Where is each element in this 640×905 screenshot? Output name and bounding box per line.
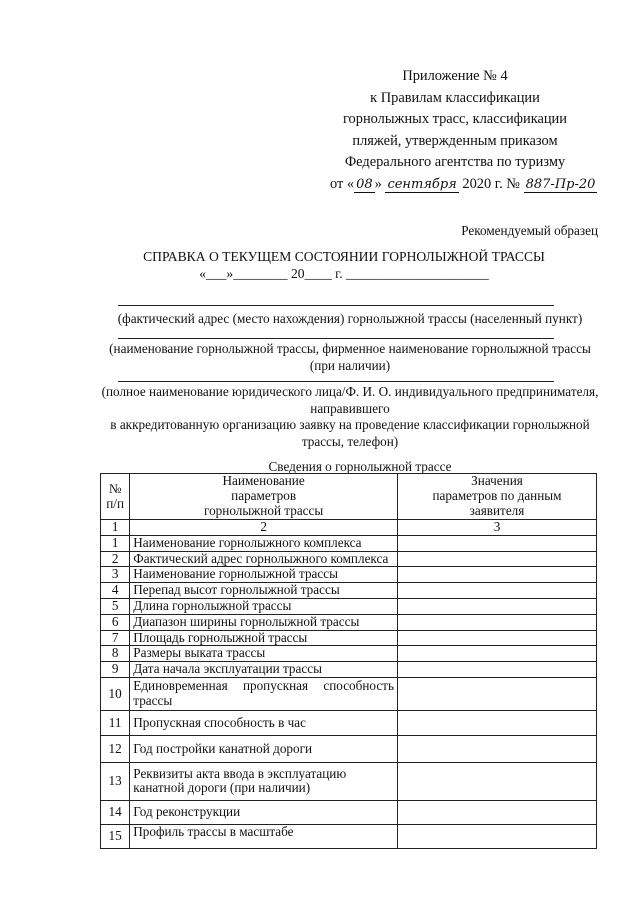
row-number: 12	[101, 735, 130, 762]
table-row	[101, 662, 597, 678]
header-value-line: параметров по данным	[432, 487, 562, 503]
table-row	[101, 710, 597, 735]
row-parameter: Год постройки канатной дороги	[130, 735, 398, 762]
table-row	[101, 551, 597, 567]
column-number: 2	[130, 520, 398, 536]
row-value-cell[interactable]	[397, 583, 596, 599]
row-number: 10	[101, 677, 130, 710]
parameters-table	[100, 473, 597, 849]
row-number: 9	[101, 662, 130, 678]
table-header-row	[101, 474, 597, 520]
order-number-handwritten: 887-Пр-20	[525, 176, 596, 192]
table-row	[101, 567, 597, 583]
name-caption	[100, 341, 600, 374]
row-value-cell[interactable]	[397, 824, 596, 848]
appendix-line: Федерального агентства по туризму	[344, 154, 566, 170]
table-row	[101, 630, 597, 646]
appendix-line: пляжей, утвержденным приказом	[352, 132, 558, 149]
header-number-symbol: №	[108, 480, 122, 496]
row-value-cell[interactable]	[397, 662, 596, 678]
row-parameter: Дата начала эксплуатации трассы	[130, 662, 398, 678]
row-value-cell[interactable]	[397, 567, 596, 583]
order-quote: »	[374, 175, 382, 192]
address-caption: (фактический адрес (место нахождения) горнолыжной трассы (населенный пункт)	[117, 311, 583, 326]
order-day-handwritten: 08	[356, 176, 373, 192]
header-parameter-value	[397, 474, 596, 520]
name-caption-line: (наименование горнолыжной трассы, фирменное наименование горнолыжной трассы	[109, 341, 591, 356]
legal-caption-line: направившего	[310, 400, 390, 416]
header-value-line: заявителя	[469, 502, 525, 518]
appendix-block	[330, 66, 596, 195]
table-row	[101, 535, 597, 551]
column-number: 3	[397, 520, 596, 536]
header-name-line: параметров	[231, 487, 297, 503]
row-parameter: Диапазон ширины горнолыжной трассы	[130, 614, 398, 630]
title-main: СПРАВКА О ТЕКУЩЕМ СОСТОЯНИИ ГОРНОЛЫЖНОЙ ТРАССЫ	[143, 249, 545, 264]
legal-caption-line: в аккредитованную организацию заявку на проведение классификации горнолыжной	[110, 417, 590, 432]
row-parameter: Перепад высот горнолыжной трассы	[130, 583, 398, 599]
address-underline	[118, 305, 554, 306]
header-name-line: Наименование	[222, 473, 305, 488]
table-row	[101, 762, 597, 800]
row-parameter: Размеры выката трассы	[130, 646, 398, 662]
row-number: 2	[101, 551, 130, 567]
header-value-line: Значения	[471, 473, 523, 488]
row-parameter: Пропускная способность в час	[130, 710, 398, 735]
row-value-cell[interactable]	[397, 762, 596, 800]
header-number	[101, 474, 130, 520]
row-number: 5	[101, 598, 130, 614]
row-value-cell[interactable]	[397, 710, 596, 735]
row-parameter: Фактический адрес горнолыжного комплекса	[130, 551, 398, 567]
row-number: 8	[101, 646, 130, 662]
row-value-cell[interactable]	[397, 677, 596, 710]
order-year: 2020 г. №	[462, 175, 520, 192]
table-row	[101, 800, 597, 824]
row-parameter: Площадь горнолыжной трассы	[130, 630, 398, 646]
table-row	[101, 677, 597, 710]
row-value-cell[interactable]	[397, 800, 596, 824]
table-row	[101, 824, 597, 848]
appendix-line: горнолыжных трасс, классификации	[343, 111, 567, 127]
order-month-handwritten: сентября	[387, 176, 457, 192]
appendix-line: Приложение № 4	[402, 68, 508, 84]
table-row	[101, 614, 597, 630]
row-number: 14	[101, 800, 130, 824]
legal-underline	[118, 381, 554, 382]
header-parameter-name	[130, 474, 398, 520]
table-row	[101, 735, 597, 762]
row-number: 6	[101, 614, 130, 630]
row-value-cell[interactable]	[397, 551, 596, 567]
name-underline	[118, 338, 554, 339]
table-row	[101, 598, 597, 614]
row-parameter: Наименование горнолыжного комплекса	[130, 535, 398, 551]
legal-caption-line: (полное наименование юридического лица/Ф. И. О. индивидуального предпринимателя,	[101, 384, 599, 399]
title-date-line: «___»________ 20____ г. _____________________	[199, 266, 489, 281]
row-parameter: Единовременная пропускная способность трассы	[130, 677, 398, 710]
row-value-cell[interactable]	[397, 535, 596, 551]
column-number: 1	[101, 520, 130, 536]
header-number-abbr: п/п	[106, 495, 125, 511]
row-value-cell[interactable]	[397, 646, 596, 662]
row-value-cell[interactable]	[397, 598, 596, 614]
row-value-cell[interactable]	[397, 630, 596, 646]
appendix-line: к Правилам классификации	[370, 89, 540, 106]
row-number: 13	[101, 762, 130, 800]
row-parameter: Наименование горнолыжной трассы	[130, 567, 398, 583]
row-parameter: Профиль трассы в масштабе	[130, 824, 398, 848]
column-number-row	[101, 520, 597, 536]
row-parameter: Реквизиты акта ввода в эксплуатацию канатной дороги (при наличии)	[130, 762, 398, 800]
table-caption: Сведения о горнолыжной трассе	[268, 459, 452, 474]
row-number: 1	[101, 535, 130, 551]
row-number: 4	[101, 583, 130, 599]
recommended-sample-note: Рекомендуемый образец	[461, 223, 598, 238]
header-name-line: горнолыжной трассы	[204, 502, 324, 518]
row-parameter: Длина горнолыжной трассы	[130, 598, 398, 614]
name-caption-line: (при наличии)	[309, 357, 391, 373]
table-row	[101, 583, 597, 599]
row-number: 11	[101, 710, 130, 735]
order-prefix: от «	[330, 175, 355, 192]
row-parameter: Год реконструкции	[130, 800, 398, 824]
order-reference	[330, 174, 596, 196]
table-row	[101, 646, 597, 662]
legal-caption	[100, 384, 600, 450]
document-title	[0, 248, 640, 282]
row-value-cell[interactable]	[397, 735, 596, 762]
row-value-cell[interactable]	[397, 614, 596, 630]
row-number: 15	[101, 824, 130, 848]
row-number: 7	[101, 630, 130, 646]
legal-caption-line: трассы, телефон)	[301, 433, 399, 449]
row-number: 3	[101, 567, 130, 583]
